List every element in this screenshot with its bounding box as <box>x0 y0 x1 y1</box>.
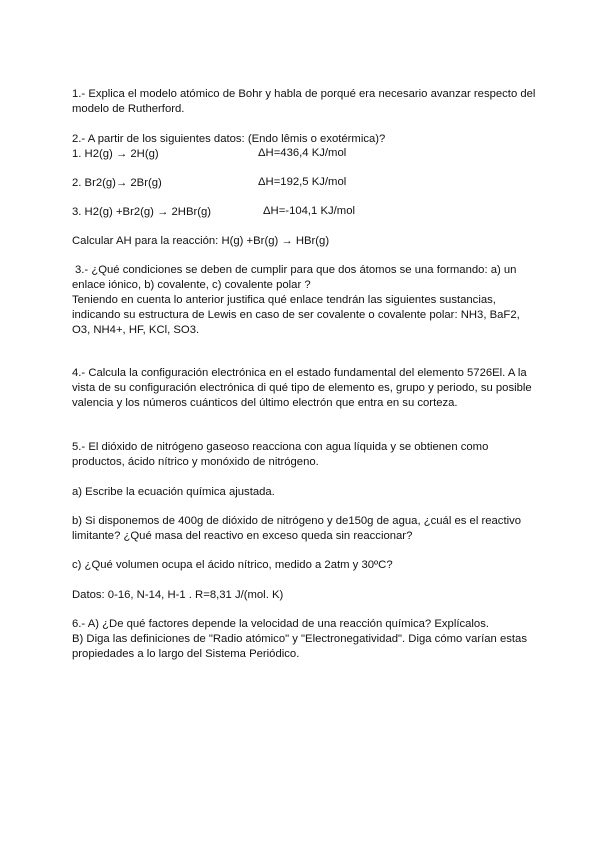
reaction-1-enthalpy: ΔH=436,4 KJ/mol <box>258 147 347 159</box>
question-2-calculation: Calcular AH para la reacción: H(g) +Br(g) → HBr(g) <box>72 235 330 247</box>
question-5-data: Datos: 0-16, N-14, H-1 . R=8,31 J/(mol. K) <box>72 589 284 601</box>
question-3-line-5: O3, NH4+, HF, KCl, SO3. <box>72 324 200 336</box>
question-4-line-1: 4.- Calcula la configuración electrónica en el estado fundamental del elemento 5726El. A la <box>72 367 527 379</box>
question-5-line-2: productos, ácido nítrico y monóxido de nitrógeno. <box>72 456 319 468</box>
reaction-1-equation: 1. H2(g) → 2H(g) <box>72 148 159 160</box>
question-6-line-2: B) Diga las definiciones de "Radio atómico" y "Electronegatividad". Diga cómo varían estas <box>72 633 527 645</box>
question-1-line-2: modelo de Rutherford. <box>72 103 185 115</box>
reaction-2-equation: 2. Br2(g)→ 2Br(g) <box>72 177 162 189</box>
question-2-intro: 2.- A partir de los siguientes datos: (Endo lêmis o exotérmica)? <box>72 133 386 145</box>
question-3-line-4: indicando su estructura de Lewis en caso de ser covalente o covalente polar: NH3, BaF2, <box>72 309 520 321</box>
question-3-line-3: Teniendo en cuenta lo anterior justifica qué enlace tendrán las siguientes sustancias, <box>72 294 496 306</box>
reaction-3-enthalpy: ΔH=-104,1 KJ/mol <box>263 205 355 217</box>
reaction-3-equation: 3. H2(g) +Br2(g) → 2HBr(g) <box>72 206 212 218</box>
question-6-line-1: 6.- A) ¿De qué factores depende la velocidad de una reacción química? Explícalos. <box>72 618 489 630</box>
question-5-part-b-line-2: limitante? ¿Qué masa del reactivo en exceso queda sin reaccionar? <box>72 530 413 542</box>
question-4-line-3: valencia y los números cuánticos del último electrón que entra en su corteza. <box>72 397 458 409</box>
question-3-line-1: 3.- ¿Qué condiciones se deben de cumplir para que dos átomos se una formando: a) un <box>75 264 517 276</box>
question-5-line-1: 5.- El dióxido de nitrógeno gaseoso reacciona con agua líquida y se obtienen como <box>72 441 489 453</box>
question-5-part-a: a) Escribe la ecuación química ajustada. <box>72 486 275 498</box>
question-5-part-c: c) ¿Qué volumen ocupa el ácido nítrico, medido a 2atm y 30ºC? <box>72 559 393 571</box>
question-5-part-b-line-1: b) Si disponemos de 400g de dióxido de nitrógeno y de150g de agua, ¿cuál es el reactivo <box>72 515 522 527</box>
question-3-line-2: enlace iónico, b) covalente, c) covalente polar ? <box>72 279 311 291</box>
question-1-line-1: 1.- Explica el modelo atómico de Bohr y habla de porqué era necesario avanzar respecto del <box>72 88 536 100</box>
reaction-2-enthalpy: ΔH=192,5 KJ/mol <box>258 176 347 188</box>
question-4-line-2: vista de su configuración electrónica di qué tipo de elemento es, grupo y periodo, su posible <box>72 382 532 394</box>
question-6-line-3: propiedades a lo largo del Sistema Periódico. <box>72 648 300 660</box>
